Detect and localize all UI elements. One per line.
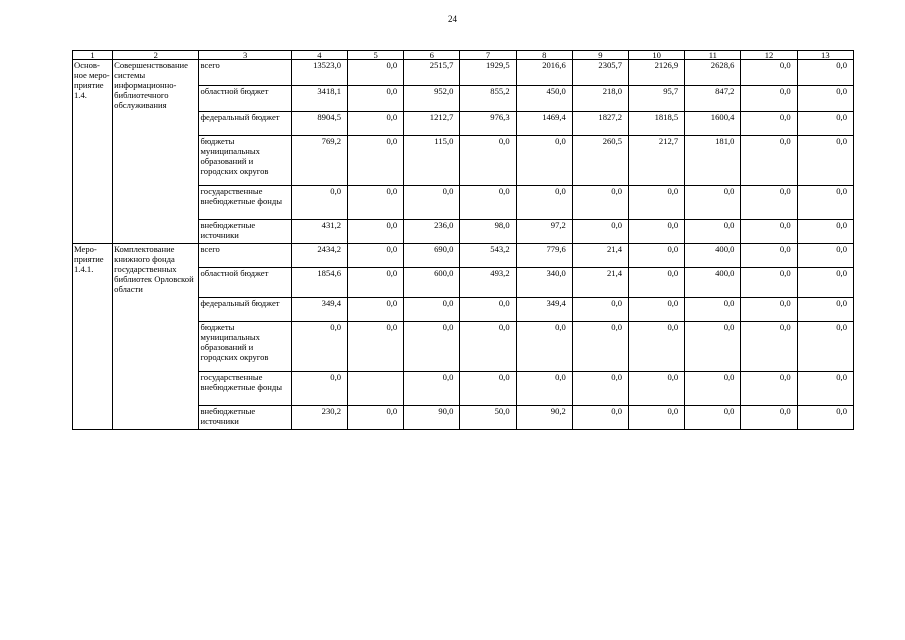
value-cell: 0,0 — [797, 112, 853, 136]
column-number: 9 — [572, 51, 628, 60]
value-cell: 0,0 — [797, 136, 853, 186]
value-cell: 0,0 — [797, 322, 853, 372]
value-cell: 0,0 — [685, 406, 741, 430]
measure-code: Меро-приятие 1.4.1. — [73, 244, 113, 430]
value-cell: 0,0 — [797, 298, 853, 322]
value-cell: 340,0 — [516, 268, 572, 298]
value-cell: 769,2 — [291, 136, 347, 186]
value-cell: 952,0 — [404, 86, 460, 112]
value-cell: 0,0 — [797, 220, 853, 244]
measure-name: Совершенствование системы информационно-библиотечного обслуживания — [113, 60, 199, 244]
value-cell — [348, 372, 404, 406]
column-number: 8 — [516, 51, 572, 60]
value-cell: 0,0 — [572, 372, 628, 406]
column-number: 5 — [348, 51, 404, 60]
table-row — [73, 60, 854, 86]
value-cell: 230,2 — [291, 406, 347, 430]
value-cell: 212,7 — [629, 136, 685, 186]
value-cell: 493,2 — [460, 268, 516, 298]
value-cell: 3418,1 — [291, 86, 347, 112]
value-cell: 0,0 — [348, 186, 404, 220]
value-cell: 0,0 — [741, 406, 797, 430]
budget-table — [72, 50, 854, 430]
value-cell: 0,0 — [460, 322, 516, 372]
funding-source: государственные внебюджетные фонды — [199, 372, 291, 406]
value-cell: 0,0 — [797, 244, 853, 268]
value-cell: 0,0 — [685, 322, 741, 372]
value-cell: 0,0 — [629, 322, 685, 372]
value-cell: 0,0 — [629, 186, 685, 220]
value-cell: 260,5 — [572, 136, 628, 186]
value-cell: 0,0 — [348, 322, 404, 372]
value-cell: 349,4 — [516, 298, 572, 322]
value-cell: 0,0 — [797, 86, 853, 112]
value-cell: 8904,5 — [291, 112, 347, 136]
funding-source: всего — [199, 60, 291, 86]
value-cell: 0,0 — [348, 112, 404, 136]
value-cell: 21,4 — [572, 268, 628, 298]
value-cell: 1827,2 — [572, 112, 628, 136]
value-cell: 0,0 — [629, 298, 685, 322]
value-cell: 0,0 — [685, 298, 741, 322]
value-cell: 1818,5 — [629, 112, 685, 136]
value-cell: 0,0 — [460, 186, 516, 220]
value-cell: 1469,4 — [516, 112, 572, 136]
value-cell: 0,0 — [572, 220, 628, 244]
value-cell: 0,0 — [741, 322, 797, 372]
value-cell: 0,0 — [797, 268, 853, 298]
value-cell: 0,0 — [572, 406, 628, 430]
measure-name: Комплектование книжного фонда государственных библиотек Орловской области — [113, 244, 199, 430]
value-cell: 0,0 — [629, 372, 685, 406]
value-cell: 0,0 — [572, 322, 628, 372]
value-cell: 218,0 — [572, 86, 628, 112]
value-cell: 0,0 — [741, 86, 797, 112]
value-cell: 90,0 — [404, 406, 460, 430]
funding-source: областной бюджет — [199, 86, 291, 112]
value-cell: 2126,9 — [629, 60, 685, 86]
measure-code: Основ-ное меро-приятие 1.4. — [73, 60, 113, 244]
value-cell: 0,0 — [348, 298, 404, 322]
value-cell: 0,0 — [797, 60, 853, 86]
value-cell: 0,0 — [348, 60, 404, 86]
value-cell: 98,0 — [460, 220, 516, 244]
funding-source: бюджеты муниципальных образований и городских округов — [199, 136, 291, 186]
value-cell: 2628,6 — [685, 60, 741, 86]
value-cell: 0,0 — [572, 298, 628, 322]
value-cell: 0,0 — [291, 322, 347, 372]
value-cell: 0,0 — [348, 136, 404, 186]
funding-source: федеральный бюджет — [199, 112, 291, 136]
value-cell: 1212,7 — [404, 112, 460, 136]
value-cell: 855,2 — [460, 86, 516, 112]
value-cell: 0,0 — [741, 60, 797, 86]
value-cell: 0,0 — [741, 186, 797, 220]
value-cell: 2016,6 — [516, 60, 572, 86]
value-cell: 400,0 — [685, 268, 741, 298]
funding-source: государственные внебюджетные фонды — [199, 186, 291, 220]
value-cell: 21,4 — [572, 244, 628, 268]
value-cell: 0,0 — [516, 136, 572, 186]
value-cell: 2515,7 — [404, 60, 460, 86]
value-cell: 0,0 — [685, 186, 741, 220]
value-cell: 0,0 — [797, 406, 853, 430]
value-cell: 847,2 — [685, 86, 741, 112]
value-cell: 0,0 — [404, 186, 460, 220]
value-cell: 1600,4 — [685, 112, 741, 136]
header-row — [73, 51, 854, 60]
value-cell: 0,0 — [797, 186, 853, 220]
value-cell: 0,0 — [629, 220, 685, 244]
value-cell: 2434,2 — [291, 244, 347, 268]
column-number: 6 — [404, 51, 460, 60]
value-cell: 0,0 — [348, 86, 404, 112]
value-cell: 0,0 — [629, 268, 685, 298]
value-cell: 779,6 — [516, 244, 572, 268]
page-number: 24 — [448, 14, 457, 24]
column-number: 2 — [113, 51, 199, 60]
value-cell: 0,0 — [404, 372, 460, 406]
value-cell: 0,0 — [516, 186, 572, 220]
table-row — [73, 244, 854, 268]
value-cell: 0,0 — [460, 136, 516, 186]
value-cell: 0,0 — [685, 220, 741, 244]
value-cell: 0,0 — [741, 244, 797, 268]
value-cell: 0,0 — [797, 372, 853, 406]
column-number: 10 — [629, 51, 685, 60]
value-cell: 543,2 — [460, 244, 516, 268]
value-cell: 976,3 — [460, 112, 516, 136]
value-cell: 0,0 — [741, 372, 797, 406]
value-cell: 13523,0 — [291, 60, 347, 86]
value-cell: 0,0 — [685, 372, 741, 406]
column-number: 4 — [291, 51, 347, 60]
value-cell: 0,0 — [348, 244, 404, 268]
value-cell: 450,0 — [516, 86, 572, 112]
column-number: 7 — [460, 51, 516, 60]
funding-source: бюджеты муниципальных образований и городских округов — [199, 322, 291, 372]
value-cell: 0,0 — [741, 220, 797, 244]
column-number: 13 — [797, 51, 853, 60]
value-cell: 236,0 — [404, 220, 460, 244]
value-cell: 0,0 — [516, 372, 572, 406]
value-cell: 0,0 — [516, 322, 572, 372]
value-cell: 0,0 — [404, 322, 460, 372]
value-cell: 690,0 — [404, 244, 460, 268]
column-number: 11 — [685, 51, 741, 60]
value-cell: 349,4 — [291, 298, 347, 322]
value-cell: 0,0 — [741, 298, 797, 322]
value-cell: 431,2 — [291, 220, 347, 244]
column-number: 1 — [73, 51, 113, 60]
value-cell: 400,0 — [685, 244, 741, 268]
value-cell: 2305,7 — [572, 60, 628, 86]
value-cell: 115,0 — [404, 136, 460, 186]
value-cell: 50,0 — [460, 406, 516, 430]
column-number: 12 — [741, 51, 797, 60]
value-cell: 0,0 — [291, 372, 347, 406]
value-cell: 0,0 — [572, 186, 628, 220]
value-cell: 0,0 — [741, 136, 797, 186]
funding-source: федеральный бюджет — [199, 298, 291, 322]
value-cell: 0,0 — [348, 220, 404, 244]
funding-source: областной бюджет — [199, 268, 291, 298]
value-cell: 97,2 — [516, 220, 572, 244]
value-cell: 0,0 — [348, 268, 404, 298]
value-cell: 90,2 — [516, 406, 572, 430]
value-cell: 0,0 — [291, 186, 347, 220]
value-cell: 0,0 — [741, 268, 797, 298]
value-cell: 0,0 — [460, 372, 516, 406]
value-cell: 1854,6 — [291, 268, 347, 298]
value-cell: 0,0 — [348, 406, 404, 430]
value-cell: 0,0 — [460, 298, 516, 322]
value-cell: 0,0 — [404, 298, 460, 322]
value-cell: 0,0 — [741, 112, 797, 136]
value-cell: 1929,5 — [460, 60, 516, 86]
funding-source: внебюджетные источники — [199, 406, 291, 430]
value-cell: 0,0 — [629, 244, 685, 268]
funding-source: всего — [199, 244, 291, 268]
column-number: 3 — [199, 51, 291, 60]
value-cell: 181,0 — [685, 136, 741, 186]
value-cell: 0,0 — [629, 406, 685, 430]
value-cell: 95,7 — [629, 86, 685, 112]
funding-source: внебюджетные источники — [199, 220, 291, 244]
value-cell: 600,0 — [404, 268, 460, 298]
